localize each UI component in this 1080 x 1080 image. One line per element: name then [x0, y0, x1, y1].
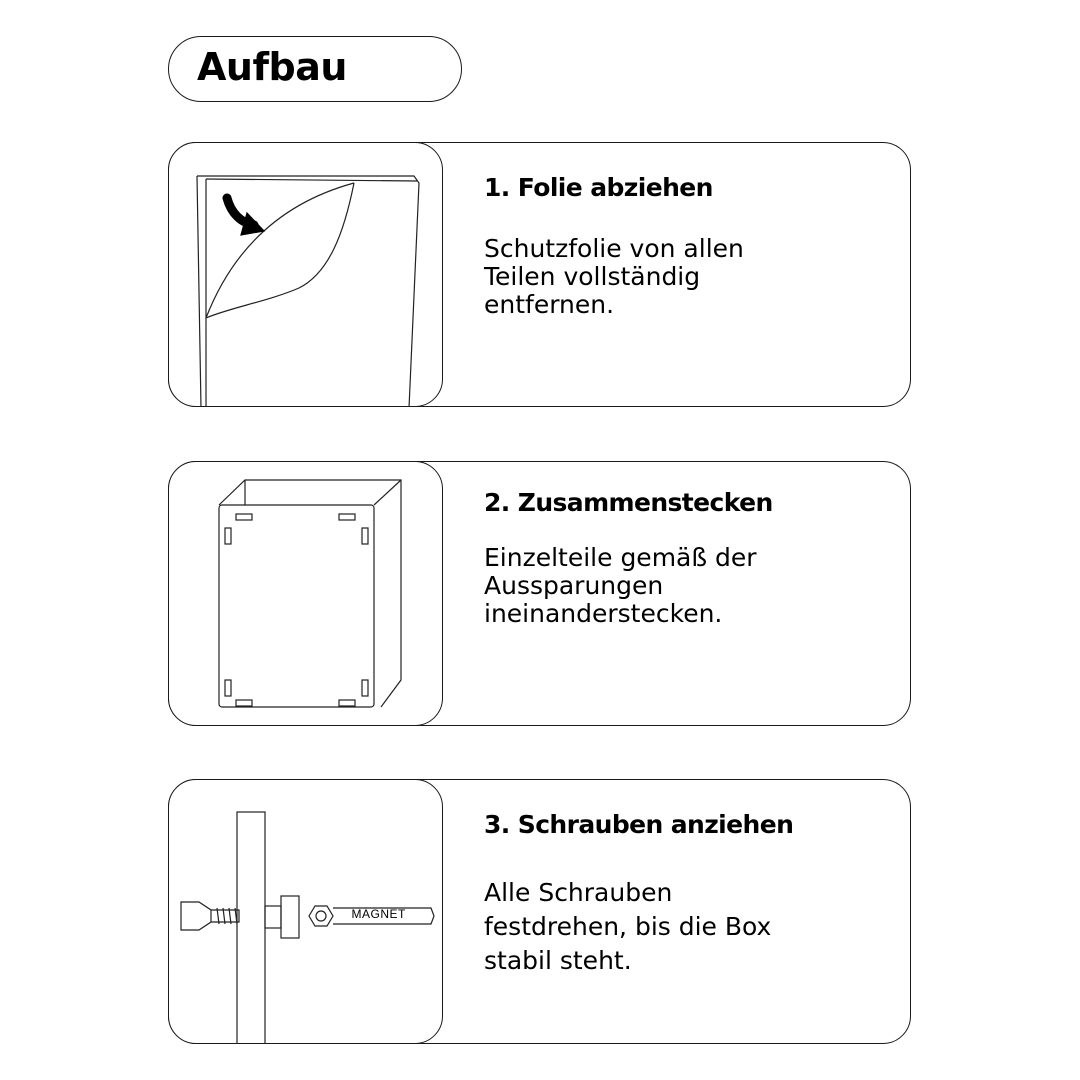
box-assembly-illustration	[168, 461, 443, 726]
step-heading-2: 2. Zusammenstecken	[484, 488, 773, 517]
step-heading-3: 3. Schrauben anziehen	[484, 810, 794, 839]
page-title: Aufbau	[197, 45, 347, 89]
step-card-3	[168, 779, 911, 1044]
peel-film-illustration	[168, 142, 443, 407]
step-text-1: Schutzfolie von allen Teilen vollständig entfernen.	[484, 234, 744, 319]
step-card-2	[168, 461, 911, 726]
step-heading-1: 1. Folie abziehen	[484, 173, 713, 202]
step-text-3: Alle Schrauben festdrehen, bis die Box stabil steht.	[484, 878, 772, 975]
screw-magnet-illustration	[168, 779, 443, 1044]
step-card-1	[168, 142, 911, 407]
step-text-2: Einzelteile gemäß der Aussparungen ineinanderstecken.	[484, 543, 757, 628]
magnet-label: MAGNET	[351, 906, 406, 921]
title-pill	[168, 36, 462, 102]
